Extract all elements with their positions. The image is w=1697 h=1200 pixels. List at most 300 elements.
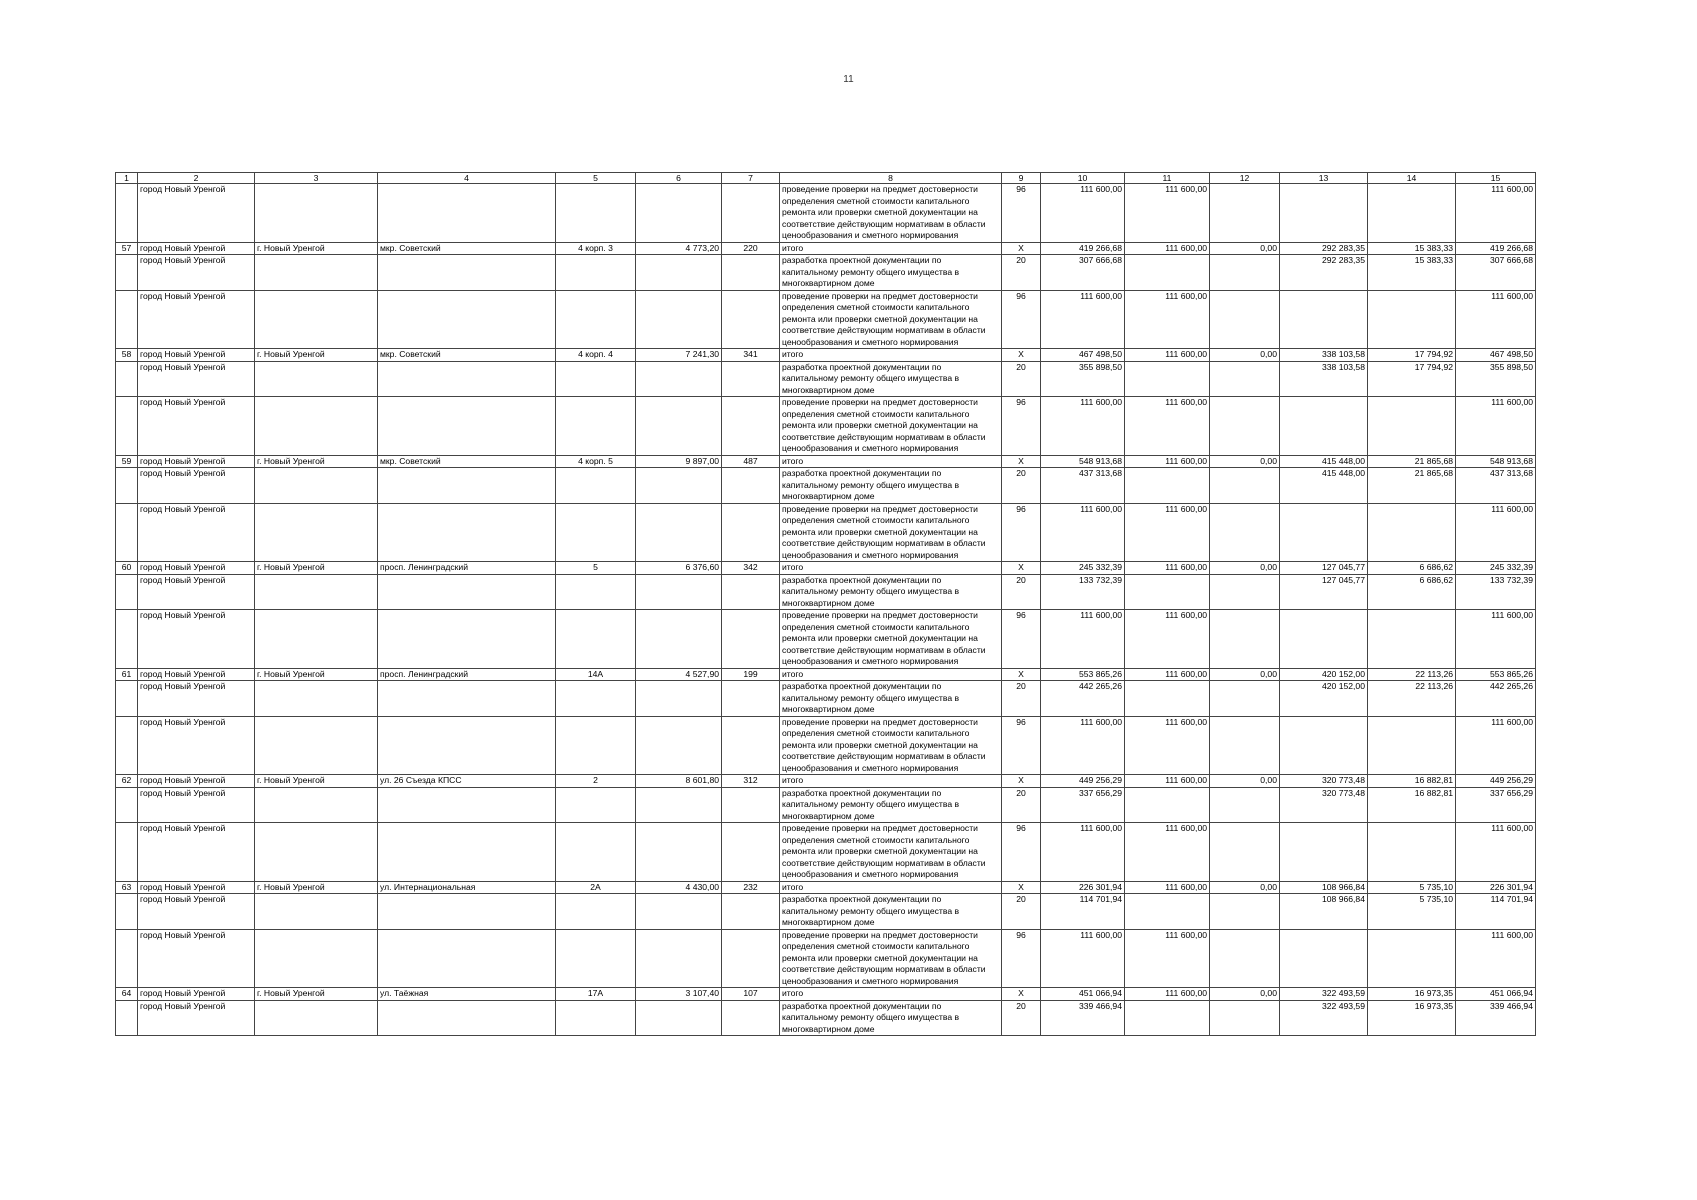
settlement-cell <box>255 574 378 610</box>
settlement-cell <box>255 610 378 669</box>
row-number-cell: 62 <box>116 775 138 788</box>
work-type-cell: проведение проверки на предмет достоверности определения сметной стоимости капитального ремонта или проверки сметной документации на соответствие действующим нормативам в области ценообразования и сметного нормирования <box>780 290 1002 349</box>
owners-funds-cell <box>1280 290 1368 349</box>
settlement-cell: г. Новый Уренгой <box>255 881 378 894</box>
table-row-object-total <box>116 988 1536 1001</box>
settlement-cell: г. Новый Уренгой <box>255 988 378 1001</box>
local-budget-cell <box>1210 361 1280 397</box>
work-code-cell: 20 <box>1002 681 1041 717</box>
residents-cell: 107 <box>722 988 780 1001</box>
residents-cell: 487 <box>722 455 780 468</box>
municipality-cell: город Новый Уренгой <box>138 574 255 610</box>
regional-fund-cell <box>1125 787 1210 823</box>
total-cost-cell: 553 865,26 <box>1041 668 1125 681</box>
row-number-cell <box>116 361 138 397</box>
total-cost-cell: 355 898,50 <box>1041 361 1125 397</box>
owners-funds-cell <box>1280 823 1368 882</box>
local-budget-cell <box>1210 929 1280 988</box>
capital-repair-register-table <box>115 172 1536 1036</box>
work-type-cell: разработка проектной документации по капитальному ремонту общего имущества в многоквартирном доме <box>780 574 1002 610</box>
area-cell: 9 897,00 <box>636 455 722 468</box>
row-number-cell <box>116 1000 138 1036</box>
residents-cell: 232 <box>722 881 780 894</box>
page-number: 11 <box>843 74 854 85</box>
residents-cell: 312 <box>722 775 780 788</box>
local-budget-cell: 0,00 <box>1210 775 1280 788</box>
municipality-cell: город Новый Уренгой <box>138 1000 255 1036</box>
total-cost-cell: 307 666,68 <box>1041 255 1125 291</box>
table-row-object-total <box>116 455 1536 468</box>
house-number-cell <box>556 1000 636 1036</box>
house-number-cell: 2А <box>556 881 636 894</box>
municipality-cell: город Новый Уренгой <box>138 290 255 349</box>
regional-fund-cell: 111 600,00 <box>1125 184 1210 243</box>
settlement-cell <box>255 787 378 823</box>
residents-cell <box>722 290 780 349</box>
row-number-cell: 57 <box>116 242 138 255</box>
grand-total-cell: 548 913,68 <box>1456 455 1536 468</box>
regional-fund-cell: 111 600,00 <box>1125 290 1210 349</box>
area-cell <box>636 397 722 456</box>
local-budget-cell <box>1210 290 1280 349</box>
row-number-cell <box>116 255 138 291</box>
area-cell <box>636 255 722 291</box>
other-funds-cell: 6 686,62 <box>1368 562 1456 575</box>
other-funds-cell: 16 882,81 <box>1368 775 1456 788</box>
table-body <box>116 184 1536 1036</box>
residents-cell: 220 <box>722 242 780 255</box>
house-number-cell: 17А <box>556 988 636 1001</box>
grand-total-cell: 111 600,00 <box>1456 503 1536 562</box>
table-row <box>116 787 1536 823</box>
municipality-cell: город Новый Уренгой <box>138 562 255 575</box>
other-funds-cell <box>1368 290 1456 349</box>
street-cell <box>378 823 556 882</box>
row-number-cell: 63 <box>116 881 138 894</box>
grand-total-cell: 111 600,00 <box>1456 290 1536 349</box>
work-type-cell: итого <box>780 988 1002 1001</box>
column-header: 7 <box>722 173 780 184</box>
area-cell: 7 241,30 <box>636 349 722 362</box>
column-header: 15 <box>1456 173 1536 184</box>
other-funds-cell: 16 973,35 <box>1368 1000 1456 1036</box>
house-number-cell: 4 корп. 4 <box>556 349 636 362</box>
column-header: 12 <box>1210 173 1280 184</box>
work-type-cell: итого <box>780 455 1002 468</box>
work-type-cell: разработка проектной документации по капитальному ремонту общего имущества в многоквартирном доме <box>780 1000 1002 1036</box>
local-budget-cell <box>1210 787 1280 823</box>
street-cell <box>378 503 556 562</box>
column-header: 8 <box>780 173 1002 184</box>
local-budget-cell <box>1210 681 1280 717</box>
work-type-cell: разработка проектной документации по капитальному ремонту общего имущества в многоквартирном доме <box>780 361 1002 397</box>
table-row <box>116 823 1536 882</box>
residents-cell <box>722 503 780 562</box>
total-cost-cell: 419 266,68 <box>1041 242 1125 255</box>
grand-total-cell: 451 066,94 <box>1456 988 1536 1001</box>
local-budget-cell: 0,00 <box>1210 562 1280 575</box>
settlement-cell <box>255 894 378 930</box>
work-code-cell: 96 <box>1002 503 1041 562</box>
settlement-cell <box>255 716 378 775</box>
total-cost-cell: 451 066,94 <box>1041 988 1125 1001</box>
house-number-cell: 4 корп. 5 <box>556 455 636 468</box>
street-cell <box>378 716 556 775</box>
local-budget-cell <box>1210 503 1280 562</box>
house-number-cell: 14А <box>556 668 636 681</box>
regional-fund-cell <box>1125 1000 1210 1036</box>
area-cell <box>636 716 722 775</box>
settlement-cell <box>255 823 378 882</box>
total-cost-cell: 337 656,29 <box>1041 787 1125 823</box>
street-cell: мкр. Советский <box>378 349 556 362</box>
row-number-cell <box>116 574 138 610</box>
total-cost-cell: 111 600,00 <box>1041 929 1125 988</box>
regional-fund-cell: 111 600,00 <box>1125 668 1210 681</box>
column-header: 1 <box>116 173 138 184</box>
area-cell <box>636 468 722 504</box>
work-type-cell: итого <box>780 242 1002 255</box>
area-cell <box>636 361 722 397</box>
municipality-cell: город Новый Уренгой <box>138 610 255 669</box>
street-cell <box>378 681 556 717</box>
settlement-cell <box>255 184 378 243</box>
column-header: 3 <box>255 173 378 184</box>
residents-cell <box>722 894 780 930</box>
local-budget-cell: 0,00 <box>1210 455 1280 468</box>
grand-total-cell: 467 498,50 <box>1456 349 1536 362</box>
residents-cell <box>722 184 780 243</box>
table-row <box>116 290 1536 349</box>
column-header: 5 <box>556 173 636 184</box>
house-number-cell: 5 <box>556 562 636 575</box>
other-funds-cell <box>1368 610 1456 669</box>
area-cell <box>636 574 722 610</box>
house-number-cell <box>556 929 636 988</box>
settlement-cell: г. Новый Уренгой <box>255 349 378 362</box>
work-code-cell: 20 <box>1002 468 1041 504</box>
other-funds-cell: 22 113,26 <box>1368 668 1456 681</box>
work-code-cell: 96 <box>1002 290 1041 349</box>
local-budget-cell: 0,00 <box>1210 881 1280 894</box>
work-code-cell: 20 <box>1002 255 1041 291</box>
street-cell: ул. 26 Съезда КПСС <box>378 775 556 788</box>
house-number-cell <box>556 823 636 882</box>
work-type-cell: итого <box>780 562 1002 575</box>
grand-total-cell: 226 301,94 <box>1456 881 1536 894</box>
row-number-cell <box>116 468 138 504</box>
house-number-cell <box>556 503 636 562</box>
other-funds-cell: 15 383,33 <box>1368 255 1456 291</box>
row-number-cell <box>116 716 138 775</box>
regional-fund-cell <box>1125 894 1210 930</box>
owners-funds-cell <box>1280 610 1368 669</box>
table-row <box>116 681 1536 717</box>
work-type-cell: разработка проектной документации по капитальному ремонту общего имущества в многоквартирном доме <box>780 255 1002 291</box>
house-number-cell <box>556 290 636 349</box>
other-funds-cell <box>1368 184 1456 243</box>
table-row-object-total <box>116 881 1536 894</box>
owners-funds-cell: 320 773,48 <box>1280 775 1368 788</box>
row-number-cell <box>116 787 138 823</box>
total-cost-cell: 226 301,94 <box>1041 881 1125 894</box>
row-number-cell <box>116 929 138 988</box>
residents-cell <box>722 1000 780 1036</box>
work-type-cell: итого <box>780 668 1002 681</box>
local-budget-cell <box>1210 894 1280 930</box>
row-number-cell <box>116 610 138 669</box>
residents-cell <box>722 574 780 610</box>
owners-funds-cell: 292 283,35 <box>1280 255 1368 291</box>
local-budget-cell <box>1210 574 1280 610</box>
area-cell: 4 527,90 <box>636 668 722 681</box>
work-type-cell: итого <box>780 881 1002 894</box>
row-number-cell <box>116 290 138 349</box>
other-funds-cell: 16 882,81 <box>1368 787 1456 823</box>
street-cell: просп. Ленинградский <box>378 562 556 575</box>
other-funds-cell: 21 865,68 <box>1368 455 1456 468</box>
grand-total-cell: 553 865,26 <box>1456 668 1536 681</box>
house-number-cell <box>556 574 636 610</box>
area-cell <box>636 290 722 349</box>
municipality-cell: город Новый Уренгой <box>138 823 255 882</box>
owners-funds-cell: 108 966,84 <box>1280 881 1368 894</box>
other-funds-cell <box>1368 716 1456 775</box>
residents-cell: 199 <box>722 668 780 681</box>
row-number-cell <box>116 397 138 456</box>
house-number-cell <box>556 610 636 669</box>
total-cost-cell: 111 600,00 <box>1041 503 1125 562</box>
house-number-cell <box>556 255 636 291</box>
work-code-cell: 96 <box>1002 610 1041 669</box>
column-header: 14 <box>1368 173 1456 184</box>
row-number-cell: 59 <box>116 455 138 468</box>
local-budget-cell: 0,00 <box>1210 242 1280 255</box>
other-funds-cell <box>1368 929 1456 988</box>
total-cost-cell: 111 600,00 <box>1041 397 1125 456</box>
other-funds-cell: 17 794,92 <box>1368 361 1456 397</box>
work-code-cell: 96 <box>1002 184 1041 243</box>
area-cell: 6 376,60 <box>636 562 722 575</box>
other-funds-cell <box>1368 397 1456 456</box>
regional-fund-cell: 111 600,00 <box>1125 503 1210 562</box>
table-row-object-total <box>116 242 1536 255</box>
residents-cell: 342 <box>722 562 780 575</box>
street-cell <box>378 468 556 504</box>
row-number-cell <box>116 184 138 243</box>
municipality-cell: город Новый Уренгой <box>138 775 255 788</box>
settlement-cell: г. Новый Уренгой <box>255 455 378 468</box>
regional-fund-cell <box>1125 574 1210 610</box>
street-cell: мкр. Советский <box>378 455 556 468</box>
row-number-cell: 60 <box>116 562 138 575</box>
residents-cell <box>722 823 780 882</box>
municipality-cell: город Новый Уренгой <box>138 184 255 243</box>
grand-total-cell: 111 600,00 <box>1456 610 1536 669</box>
grand-total-cell: 111 600,00 <box>1456 716 1536 775</box>
grand-total-cell: 442 265,26 <box>1456 681 1536 717</box>
other-funds-cell: 21 865,68 <box>1368 468 1456 504</box>
street-cell <box>378 1000 556 1036</box>
residents-cell <box>722 716 780 775</box>
row-number-cell <box>116 894 138 930</box>
settlement-cell <box>255 290 378 349</box>
work-code-cell: 96 <box>1002 397 1041 456</box>
work-code-cell: 96 <box>1002 929 1041 988</box>
street-cell <box>378 610 556 669</box>
column-header: 9 <box>1002 173 1041 184</box>
work-type-cell: проведение проверки на предмет достоверности определения сметной стоимости капитального ремонта или проверки сметной документации на соответствие действующим нормативам в области ценообразования и сметного нормирования <box>780 929 1002 988</box>
total-cost-cell: 548 913,68 <box>1041 455 1125 468</box>
house-number-cell: 4 корп. 3 <box>556 242 636 255</box>
municipality-cell: город Новый Уренгой <box>138 349 255 362</box>
grand-total-cell: 337 656,29 <box>1456 787 1536 823</box>
owners-funds-cell <box>1280 929 1368 988</box>
work-code-cell: 20 <box>1002 787 1041 823</box>
regional-fund-cell: 111 600,00 <box>1125 349 1210 362</box>
work-code-cell: X <box>1002 455 1041 468</box>
residents-cell <box>722 610 780 669</box>
total-cost-cell: 111 600,00 <box>1041 290 1125 349</box>
work-type-cell: проведение проверки на предмет достоверности определения сметной стоимости капитального ремонта или проверки сметной документации на соответствие действующим нормативам в области ценообразования и сметного нормирования <box>780 823 1002 882</box>
settlement-cell <box>255 503 378 562</box>
grand-total-cell: 245 332,39 <box>1456 562 1536 575</box>
column-header: 10 <box>1041 173 1125 184</box>
regional-fund-cell: 111 600,00 <box>1125 716 1210 775</box>
owners-funds-cell: 292 283,35 <box>1280 242 1368 255</box>
column-header: 11 <box>1125 173 1210 184</box>
grand-total-cell: 339 466,94 <box>1456 1000 1536 1036</box>
owners-funds-cell: 322 493,59 <box>1280 1000 1368 1036</box>
column-number-row <box>116 173 1536 184</box>
local-budget-cell <box>1210 397 1280 456</box>
municipality-cell: город Новый Уренгой <box>138 668 255 681</box>
street-cell <box>378 894 556 930</box>
municipality-cell: город Новый Уренгой <box>138 929 255 988</box>
street-cell <box>378 184 556 243</box>
area-cell <box>636 681 722 717</box>
municipality-cell: город Новый Уренгой <box>138 455 255 468</box>
street-cell <box>378 361 556 397</box>
total-cost-cell: 111 600,00 <box>1041 823 1125 882</box>
area-cell <box>636 184 722 243</box>
other-funds-cell: 15 383,33 <box>1368 242 1456 255</box>
owners-funds-cell <box>1280 397 1368 456</box>
work-type-cell: проведение проверки на предмет достоверности определения сметной стоимости капитального ремонта или проверки сметной документации на соответствие действующим нормативам в области ценообразования и сметного нормирования <box>780 503 1002 562</box>
total-cost-cell: 339 466,94 <box>1041 1000 1125 1036</box>
street-cell: просп. Ленинградский <box>378 668 556 681</box>
regional-fund-cell <box>1125 255 1210 291</box>
owners-funds-cell: 127 045,77 <box>1280 574 1368 610</box>
settlement-cell <box>255 255 378 291</box>
other-funds-cell: 16 973,35 <box>1368 988 1456 1001</box>
column-header: 6 <box>636 173 722 184</box>
total-cost-cell: 467 498,50 <box>1041 349 1125 362</box>
table-row <box>116 610 1536 669</box>
grand-total-cell: 133 732,39 <box>1456 574 1536 610</box>
municipality-cell: город Новый Уренгой <box>138 894 255 930</box>
regional-fund-cell <box>1125 361 1210 397</box>
work-type-cell: итого <box>780 349 1002 362</box>
grand-total-cell: 114 701,94 <box>1456 894 1536 930</box>
total-cost-cell: 133 732,39 <box>1041 574 1125 610</box>
table-row-object-total <box>116 349 1536 362</box>
owners-funds-cell: 415 448,00 <box>1280 455 1368 468</box>
settlement-cell: г. Новый Уренгой <box>255 668 378 681</box>
street-cell: мкр. Советский <box>378 242 556 255</box>
settlement-cell <box>255 929 378 988</box>
residents-cell <box>722 468 780 504</box>
local-budget-cell: 0,00 <box>1210 988 1280 1001</box>
area-cell: 3 107,40 <box>636 988 722 1001</box>
grand-total-cell: 307 666,68 <box>1456 255 1536 291</box>
grand-total-cell: 111 600,00 <box>1456 823 1536 882</box>
regional-fund-cell: 111 600,00 <box>1125 562 1210 575</box>
work-type-cell: разработка проектной документации по капитальному ремонту общего имущества в многоквартирном доме <box>780 894 1002 930</box>
regional-fund-cell: 111 600,00 <box>1125 397 1210 456</box>
row-number-cell <box>116 503 138 562</box>
municipality-cell: город Новый Уренгой <box>138 255 255 291</box>
municipality-cell: город Новый Уренгой <box>138 468 255 504</box>
municipality-cell: город Новый Уренгой <box>138 787 255 823</box>
house-number-cell <box>556 184 636 243</box>
work-type-cell: проведение проверки на предмет достоверности определения сметной стоимости капитального ремонта или проверки сметной документации на соответствие действующим нормативам в области ценообразования и сметного нормирования <box>780 184 1002 243</box>
other-funds-cell <box>1368 503 1456 562</box>
owners-funds-cell <box>1280 716 1368 775</box>
regional-fund-cell: 111 600,00 <box>1125 881 1210 894</box>
work-code-cell: 96 <box>1002 823 1041 882</box>
regional-fund-cell: 111 600,00 <box>1125 775 1210 788</box>
work-code-cell: 96 <box>1002 716 1041 775</box>
table-row <box>116 574 1536 610</box>
regional-fund-cell: 111 600,00 <box>1125 455 1210 468</box>
area-cell: 4 430,00 <box>636 881 722 894</box>
table-row <box>116 397 1536 456</box>
area-cell <box>636 787 722 823</box>
grand-total-cell: 419 266,68 <box>1456 242 1536 255</box>
residents-cell <box>722 255 780 291</box>
owners-funds-cell: 415 448,00 <box>1280 468 1368 504</box>
owners-funds-cell: 420 152,00 <box>1280 681 1368 717</box>
municipality-cell: город Новый Уренгой <box>138 988 255 1001</box>
municipality-cell: город Новый Уренгой <box>138 242 255 255</box>
work-code-cell: X <box>1002 775 1041 788</box>
owners-funds-cell <box>1280 503 1368 562</box>
local-budget-cell <box>1210 1000 1280 1036</box>
house-number-cell: 2 <box>556 775 636 788</box>
row-number-cell <box>116 681 138 717</box>
total-cost-cell: 449 256,29 <box>1041 775 1125 788</box>
regional-fund-cell: 111 600,00 <box>1125 988 1210 1001</box>
column-header: 13 <box>1280 173 1368 184</box>
area-cell <box>636 894 722 930</box>
grand-total-cell: 437 313,68 <box>1456 468 1536 504</box>
local-budget-cell <box>1210 610 1280 669</box>
table-row <box>116 716 1536 775</box>
house-number-cell <box>556 716 636 775</box>
table-row <box>116 468 1536 504</box>
residents-cell: 341 <box>722 349 780 362</box>
local-budget-cell: 0,00 <box>1210 349 1280 362</box>
table-row-object-total <box>116 562 1536 575</box>
area-cell <box>636 1000 722 1036</box>
owners-funds-cell: 338 103,58 <box>1280 349 1368 362</box>
column-header: 2 <box>138 173 255 184</box>
municipality-cell: город Новый Уренгой <box>138 397 255 456</box>
work-code-cell: X <box>1002 562 1041 575</box>
settlement-cell <box>255 1000 378 1036</box>
area-cell <box>636 929 722 988</box>
